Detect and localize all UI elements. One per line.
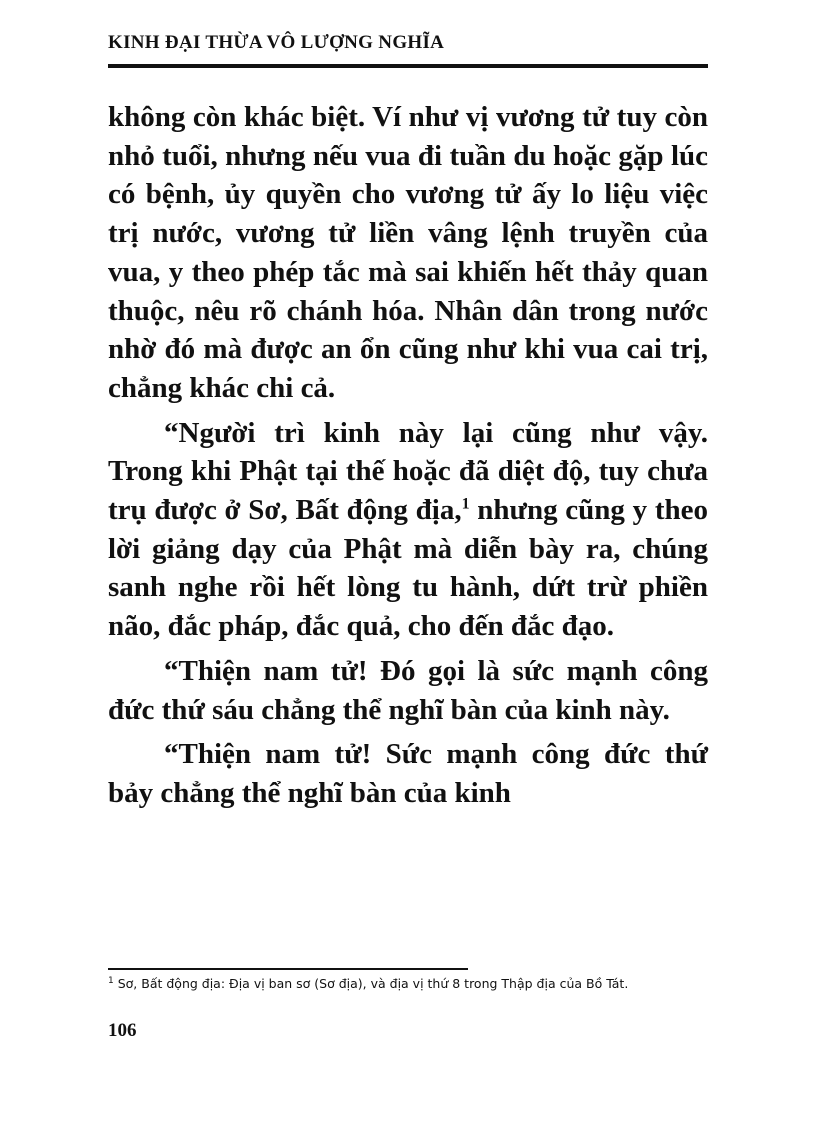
paragraph-text: “Người trì kinh này lại cũng như vậy. Trong khi Phật tại thế hoặc đã diệt độ, tuy chưa trụ được ở Sơ, Bất động địa,: [108, 416, 708, 527]
paragraph: “Thiện nam tử! Đó gọi là sức mạnh công đức thứ sáu chẳng thể nghĩ bàn của kinh này.: [108, 654, 708, 726]
body-text: [108, 98, 708, 819]
header-rule: [108, 64, 708, 68]
footnote-rule: [108, 968, 468, 970]
paragraph: “Thiện nam tử! Sức mạnh công đức thứ bảy chẳng thể nghĩ bàn của kinh: [108, 738, 708, 809]
footnote-text: Sơ, Bất động địa: Địa vị ban sơ (Sơ địa), và địa vị thứ 8 trong Thập địa của Bồ Tát.: [117, 976, 629, 991]
footnote-reference[interactable]: 1: [461, 495, 470, 513]
footnote: [108, 975, 708, 993]
page-number: 106: [108, 1020, 137, 1041]
paragraph-text: nhưng cũng y theo lời giảng dạy của Phật mà diễn bày ra, chúng sanh nghe rồi hết lòng tu hành, dứt trừ phiền não, đắc pháp, đắc quả, cho đến đắc đạo.: [108, 494, 709, 643]
paragraph: [108, 414, 708, 646]
footnote-number: 1: [108, 975, 114, 986]
book-page: [108, 0, 708, 1123]
paragraph: không còn khác biệt. Ví như vị vương tử tuy còn nhỏ tuổi, nhưng nếu vua đi tuần du hoặc gặp lúc có bệnh, ủy quyền cho vương tử ấy lo liệu việc trị nước, vương tử liền vâng lệnh truyền của vua, y theo phép tắc mà sai khiến hết thảy quan thuộc, nêu rõ chánh hóa. Nhân dân trong nước nhờ đó mà được an ổn cũng như khi vua cai trị, chẳng khác chi cả.: [108, 101, 708, 404]
running-title: KINH ĐẠI THỪA VÔ LƯỢNG NGHĨA: [108, 32, 445, 53]
